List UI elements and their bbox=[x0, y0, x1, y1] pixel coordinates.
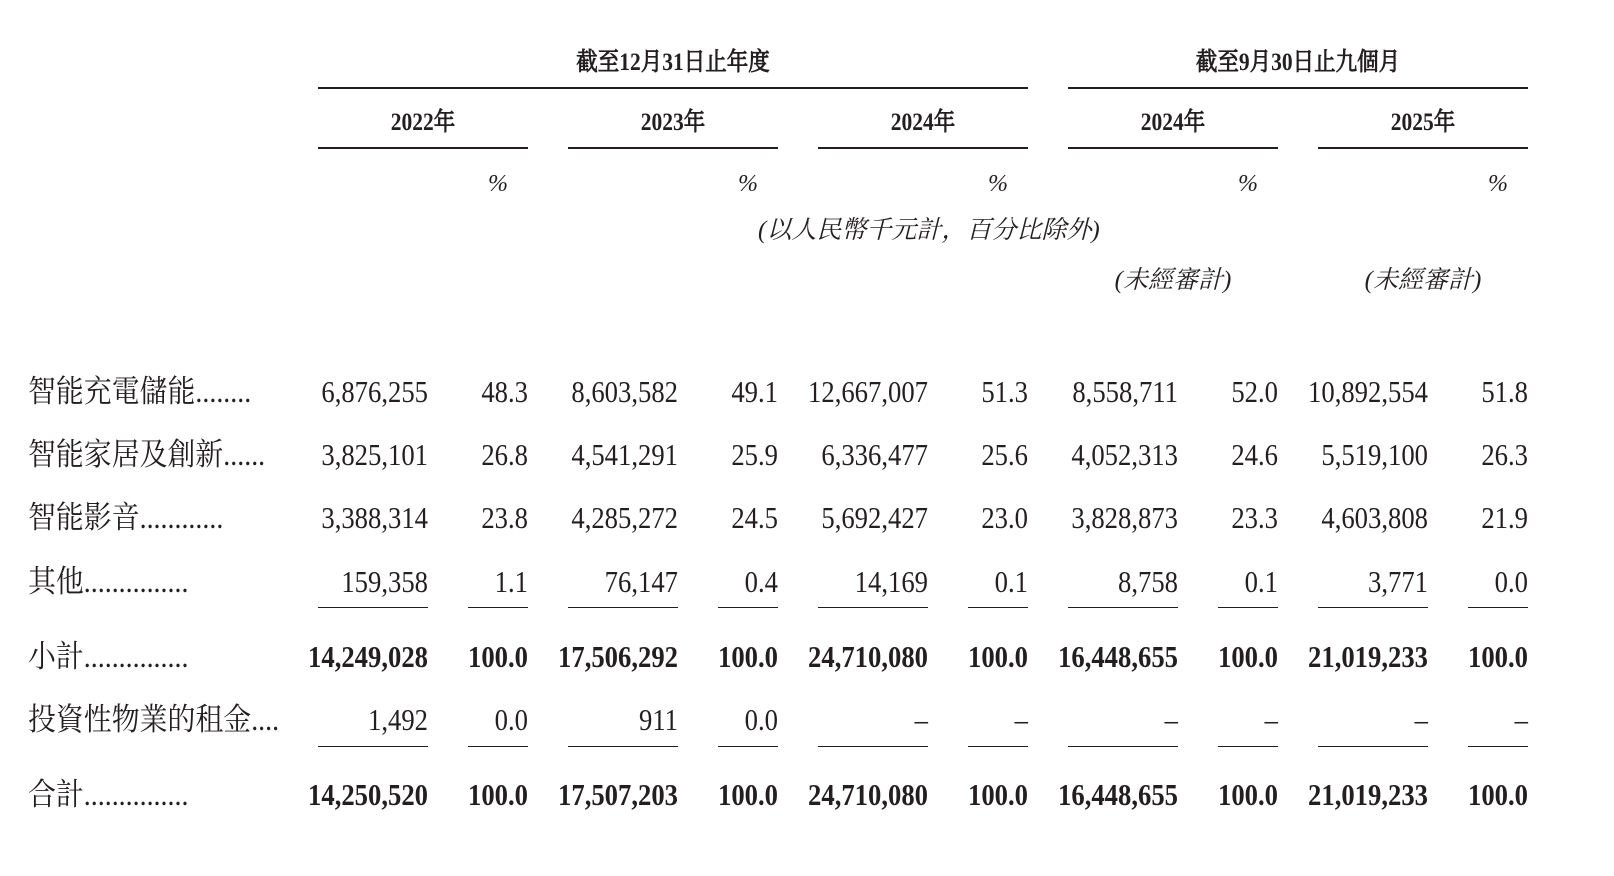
cell-amount: 4,285,272 bbox=[571, 500, 678, 535]
cell-amount: 5,519,100 bbox=[1321, 437, 1428, 472]
cell-amount: 3,825,101 bbox=[321, 437, 428, 472]
cell-percent: 0.0 bbox=[494, 702, 528, 737]
cell-amount: 6,336,477 bbox=[821, 437, 928, 472]
subtotal-rule bbox=[568, 607, 678, 608]
year-header-2025-9m: 2025年 bbox=[1390, 109, 1456, 136]
cell-amount: 159,358 bbox=[341, 564, 428, 599]
cell-amount: 76,147 bbox=[604, 564, 678, 599]
cell-percent: 0.1 bbox=[1244, 564, 1278, 599]
cell-amount: 911 bbox=[638, 702, 678, 737]
cell-amount: 14,249,028 bbox=[308, 639, 428, 674]
cell-percent: 23.0 bbox=[981, 500, 1028, 535]
cell-amount: 24,710,080 bbox=[808, 777, 928, 812]
row-label-subtotal: 小計............... bbox=[28, 639, 189, 674]
cell-percent: 51.8 bbox=[1481, 374, 1528, 409]
cell-amount: 16,448,655 bbox=[1058, 777, 1178, 812]
cell-percent: 49.1 bbox=[731, 374, 778, 409]
percent-symbol: % bbox=[988, 171, 1008, 197]
cell-amount: 14,250,520 bbox=[308, 777, 428, 812]
cell-amount: – bbox=[1164, 702, 1178, 737]
cell-amount: 21,019,233 bbox=[1308, 639, 1428, 674]
total-rule bbox=[1318, 746, 1428, 747]
cell-percent: 26.3 bbox=[1481, 437, 1528, 472]
total-rule bbox=[468, 746, 528, 747]
cell-amount: 21,019,233 bbox=[1308, 777, 1428, 812]
cell-percent: 51.3 bbox=[981, 374, 1028, 409]
row-label-smart-audio-video: 智能影音............ bbox=[28, 500, 224, 535]
cell-amount: 10,892,554 bbox=[1308, 374, 1428, 409]
subtotal-rule bbox=[968, 607, 1028, 608]
row-label-total: 合計............... bbox=[28, 777, 189, 812]
cell-amount: 14,169 bbox=[854, 564, 928, 599]
year-rule bbox=[1318, 147, 1528, 149]
row-label-smart-charging: 智能充電儲能........ bbox=[28, 374, 252, 409]
cell-percent: 23.8 bbox=[481, 500, 528, 535]
cell-percent: 0.0 bbox=[744, 702, 778, 737]
header-year-ended: 截至12月31日止年度 bbox=[576, 49, 770, 76]
cell-amount: 12,667,007 bbox=[808, 374, 928, 409]
cell-amount: 6,876,255 bbox=[321, 374, 428, 409]
year-header-2022: 2022年 bbox=[390, 109, 456, 136]
percent-symbol: % bbox=[1238, 171, 1258, 197]
subtotal-rule bbox=[1318, 607, 1428, 608]
cell-amount: 4,603,808 bbox=[1321, 500, 1428, 535]
group-rule-nine-months bbox=[1068, 87, 1528, 89]
total-rule bbox=[1068, 746, 1178, 747]
cell-amount: 8,758 bbox=[1118, 564, 1178, 599]
cell-percent: – bbox=[1264, 702, 1278, 737]
cell-amount: 17,506,292 bbox=[558, 639, 678, 674]
year-header-2023: 2023年 bbox=[640, 109, 706, 136]
cell-percent: 100.0 bbox=[1218, 639, 1278, 674]
cell-amount: – bbox=[914, 702, 928, 737]
year-rule bbox=[568, 147, 778, 149]
cell-amount: 24,710,080 bbox=[808, 639, 928, 674]
subtotal-rule bbox=[718, 607, 778, 608]
year-header-2024: 2024年 bbox=[890, 109, 956, 136]
year-rule bbox=[1068, 147, 1278, 149]
unaudited-note-2024: (未經審計) bbox=[1114, 267, 1232, 294]
total-rule bbox=[718, 746, 778, 747]
subtotal-rule bbox=[1468, 607, 1528, 608]
cell-amount: – bbox=[1414, 702, 1428, 737]
cell-amount: 4,052,313 bbox=[1071, 437, 1178, 472]
percent-symbol: % bbox=[738, 171, 758, 197]
cell-percent: 24.5 bbox=[731, 500, 778, 535]
total-rule bbox=[818, 746, 928, 747]
subtotal-rule bbox=[318, 607, 428, 608]
header-nine-months-ended: 截至9月30日止九個月 bbox=[1195, 49, 1401, 76]
cell-percent: 52.0 bbox=[1231, 374, 1278, 409]
unaudited-note-2025: (未經審計) bbox=[1364, 267, 1482, 294]
year-rule bbox=[818, 147, 1028, 149]
cell-percent: 0.0 bbox=[1494, 564, 1528, 599]
cell-percent: 0.1 bbox=[994, 564, 1028, 599]
cell-percent: 100.0 bbox=[1468, 639, 1528, 674]
percent-symbol: % bbox=[488, 171, 508, 197]
subtotal-rule bbox=[1218, 607, 1278, 608]
cell-percent: – bbox=[1014, 702, 1028, 737]
row-label-smart-home: 智能家居及創新...... bbox=[28, 437, 266, 472]
cell-percent: 100.0 bbox=[718, 639, 778, 674]
year-rule bbox=[318, 147, 528, 149]
cell-amount: 17,507,203 bbox=[558, 777, 678, 812]
cell-percent: 25.9 bbox=[731, 437, 778, 472]
unit-note: (以人民幣千元計，百分比除外) bbox=[758, 217, 1100, 244]
cell-percent: 1.1 bbox=[494, 564, 528, 599]
cell-percent: 100.0 bbox=[468, 639, 528, 674]
subtotal-rule bbox=[818, 607, 928, 608]
cell-amount: 8,603,582 bbox=[571, 374, 678, 409]
total-rule bbox=[318, 746, 428, 747]
cell-amount: 4,541,291 bbox=[571, 437, 678, 472]
total-rule bbox=[1468, 746, 1528, 747]
cell-percent: 0.4 bbox=[744, 564, 778, 599]
group-rule-year bbox=[318, 87, 1028, 89]
cell-amount: 5,692,427 bbox=[821, 500, 928, 535]
total-rule bbox=[568, 746, 678, 747]
row-label-investment-rent: 投資性物業的租金.... bbox=[28, 702, 280, 737]
cell-percent: – bbox=[1514, 702, 1528, 737]
cell-percent: 100.0 bbox=[1218, 777, 1278, 812]
subtotal-rule bbox=[468, 607, 528, 608]
cell-percent: 100.0 bbox=[968, 639, 1028, 674]
percent-symbol: % bbox=[1488, 171, 1508, 197]
cell-percent: 48.3 bbox=[481, 374, 528, 409]
cell-percent: 100.0 bbox=[1468, 777, 1528, 812]
cell-amount: 3,771 bbox=[1368, 564, 1428, 599]
cell-percent: 25.6 bbox=[981, 437, 1028, 472]
cell-percent: 26.8 bbox=[481, 437, 528, 472]
cell-amount: 1,492 bbox=[368, 702, 428, 737]
year-header-2024-9m: 2024年 bbox=[1140, 109, 1206, 136]
cell-amount: 8,558,711 bbox=[1072, 374, 1178, 409]
subtotal-rule bbox=[1068, 607, 1178, 608]
cell-percent: 24.6 bbox=[1231, 437, 1278, 472]
cell-amount: 16,448,655 bbox=[1058, 639, 1178, 674]
cell-percent: 100.0 bbox=[968, 777, 1028, 812]
total-rule bbox=[1218, 746, 1278, 747]
cell-percent: 100.0 bbox=[718, 777, 778, 812]
cell-percent: 21.9 bbox=[1481, 500, 1528, 535]
cell-percent: 100.0 bbox=[468, 777, 528, 812]
cell-amount: 3,388,314 bbox=[321, 500, 428, 535]
cell-amount: 3,828,873 bbox=[1071, 500, 1178, 535]
row-label-others: 其他............... bbox=[28, 564, 189, 599]
cell-percent: 23.3 bbox=[1231, 500, 1278, 535]
total-rule bbox=[968, 746, 1028, 747]
